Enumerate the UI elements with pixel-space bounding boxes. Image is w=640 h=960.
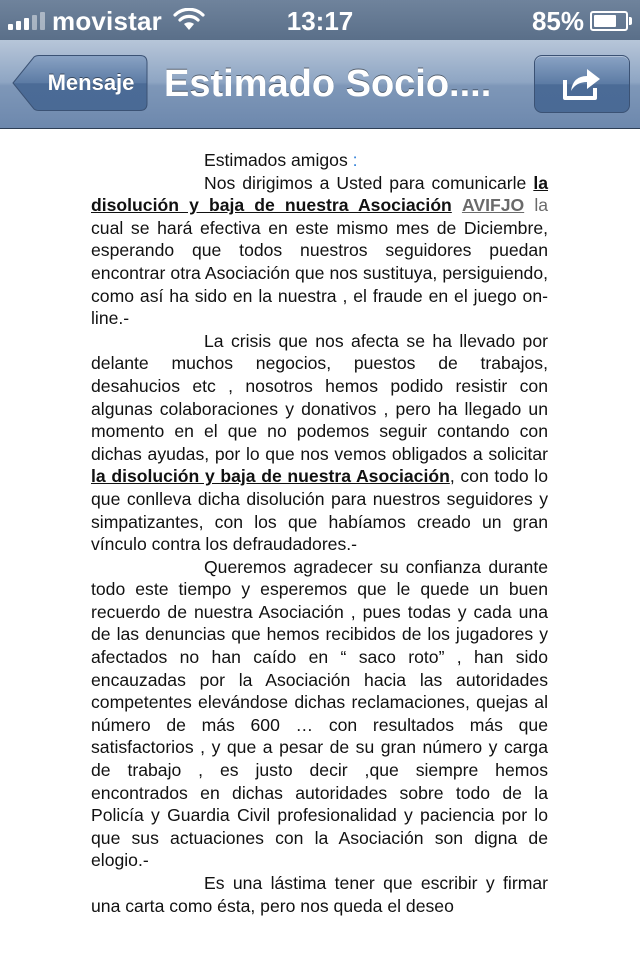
carrier-name: movistar bbox=[52, 6, 162, 36]
message-body bbox=[91, 149, 548, 917]
back-button-label: Mensaje bbox=[47, 70, 135, 95]
association-name: AVIFJO bbox=[461, 195, 525, 216]
back-button[interactable] bbox=[12, 55, 148, 111]
paragraph-3: Queremos agradecer su confianza durante todo este tiempo y esperemos que le quede un buen recuerdo de nuestra Asociación , pues todas y cada una de las denuncias que hemos recibidos de los jugadores y afectados no han caído en “ saco roto” , han sido encauzadas por la Asociación hacia las autoridades competentes elevándose dichas reclamaciones, quejas al número de más 600 … con resultados más que satisfactorios , y que a pesar de su gran número y carga de trabajo , es justo decir ,que siempre hemos encontrados en dichas autoridades sobre todo de la Policía y Guardia Civil profesionalidad y paciencia por lo que sus actuaciones con la Asociación son digna de elogio.- bbox=[91, 556, 548, 871]
battery-level-fill bbox=[594, 15, 616, 27]
battery-icon bbox=[590, 11, 628, 31]
share-icon bbox=[561, 64, 603, 102]
paragraph-1: Nos dirigimos a Usted para comunicarle la disolución y baja de nuestra Asociación AVIFJO la cual se hará efectiva en este mismo mes de Diciembre, esperando que todos nuestros seguidores puedan encontrar otra Asociación que nos sustituya, persiguiendo, como así ha sido en la nuestra , el fraude en el juego on-line.- bbox=[91, 172, 549, 329]
share-button[interactable] bbox=[534, 55, 630, 113]
clock: 13:17 bbox=[286, 6, 354, 36]
dissolution-notice-2: la disolución y baja de nuestra Asociación bbox=[91, 466, 450, 487]
status-bar bbox=[0, 0, 640, 40]
page-title: Estimado Socio.... bbox=[164, 63, 492, 105]
battery-percentage: 85% bbox=[531, 6, 584, 36]
navigation-bar bbox=[0, 40, 640, 129]
paragraph-2: La crisis que nos afecta se ha llevado por delante muchos negocios, puestos de trabajos, desahucios etc , nosotros hemos podido resistir con algunas colaboraciones y donativos , pero ha llegado un momento en el que no podemos seguir contando con dichas ayudas, por lo que nos vemos obligados a solicitar la disolución y baja de nuestra Asociación, con todo lo que conlleva dicha disolución para nuestros seguidores y simpatizantes, con los que habíamos creado un gran vínculo contra los defraudadores.- bbox=[91, 330, 548, 555]
dissolution-notice: la disolución y baja de nuestra Asociación bbox=[91, 172, 549, 216]
paragraph-4: Es una lástima tener que escribir y firmar una carta como ésta, pero nos queda el deseo bbox=[91, 873, 548, 916]
greeting: Estimados amigos : bbox=[204, 150, 358, 170]
